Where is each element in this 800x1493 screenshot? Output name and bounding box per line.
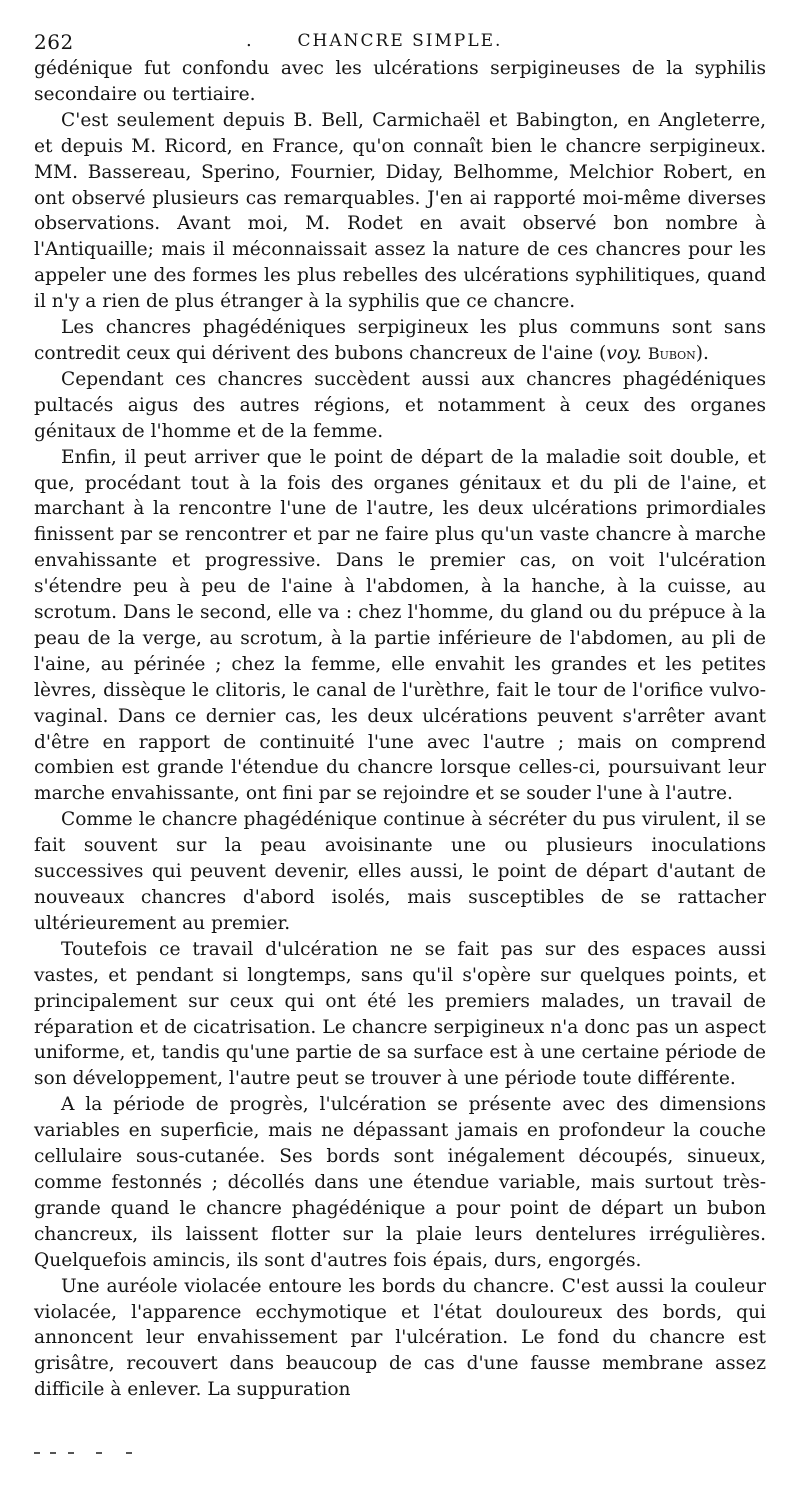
cross-reference: Bubon xyxy=(647,343,696,363)
paragraph-text: Les chancres phagédéniques serpigineux les plus communs sont sans contredit ceux qui dérivent des bubons chancreux de l'aine ( xyxy=(34,317,766,364)
italic-reference: voy. xyxy=(606,342,642,364)
paragraph: C'est seulement depuis B. Bell, Carmichaël et Babington, en Angleterre, et depuis M. Ricord, en France, qu'on connaît bien le chancre serpigineux. MM. Bassereau, Sperino, Fournier, Diday, Belhomme, Melchior Robert, en ont observé plusieurs cas remarquables. J'en ai rapporté moi-même diverses observations. Avant moi, M. Rodet en avait observé bon nombre à l'Antiquaille; mais il méconnaissait assez la nature de ces chancres pour les appeler une des formes les plus rebelles des ulcérations syphilitiques, quand il n'y a rien de plus étranger à la syphilis que ce chancre. xyxy=(34,109,766,313)
paragraph: Comme le chancre phagédénique continue à sécréter du pus virulent, il se fait souvent sur la peau avoisinante une ou plusieurs inoculations successives qui peuvent devenir, elles aussi, le point de départ d'autant de nouveaux chancres d'abord isolés, mais susceptibles de se rattacher ultérieurement au premier. xyxy=(34,809,766,934)
page-header xyxy=(34,30,766,54)
paragraph: Enfin, il peut arriver que le point de départ de la maladie soit double, et que, procédant tout à la fois des organes génitaux et du pli de l'aine, et marchant à la rencontre l'une de l'autre, les deux ulcérations primordiales finissent par se rencontrer et par ne faire plus qu'un vaste chancre à marche envahissante et progressive. Dans le premier cas, on voit l'ulcération s'étendre peu à peu de l'aine à l'abdomen, à la hanche, à la cuisse, au scrotum. Dans le second, elle va : chez l'homme, du gland ou du prépuce à la peau de la verge, au scrotum, à la partie inférieure de l'abdomen, au pli de l'aine, au périnée ; chez la femme, elle envahit les grandes et les petites lèvres, dissèque le clitoris, le canal de l'urèthre, fait le tour de l'orifice vulvo-vaginal. Dans ce dernier cas, les deux ulcérations peuvent s'arrêter avant d'être en rapport de continuité l'une avec l'autre ; mais on comprend combien est grande l'étendue du chancre lorsque celles-ci, poursuivant leur marche envahissante, ont fini par se rejoindre et se souder l'une à l'autre. xyxy=(34,446,766,805)
body-text xyxy=(34,56,766,1403)
header-dot: . xyxy=(246,30,252,51)
paragraph: Toutefois ce travail d'ulcération ne se fait pas sur des espaces aussi vastes, et pendant si longtemps, sans qu'il s'opère sur quelques points, et principalement sur ceux qui ont été les premiers malades, un travail de réparation et de cicatrisation. Le chancre serpigineux n'a donc pas un aspect uniforme, et, tandis qu'une partie de sa surface est à une certaine période de son développement, l'autre peut se trouver à une période toute différente. xyxy=(34,938,766,1090)
scan-marks xyxy=(34,1452,234,1462)
paragraph-continuation: gédénique fut confondu avec les ulcérations serpigineuses de la syphilis secondaire ou tertiaire. xyxy=(34,58,766,105)
paragraph: Une auréole violacée entoure les bords du chancre. C'est aussi la couleur violacée, l'apparence ecchymotique et l'état douloureux des bords, qui annoncent leur envahissement par l'ulcération. Le fond du chancre est grisâtre, recouvert dans beaucoup de cas d'une fausse membrane assez difficile à enlever. La suppuration xyxy=(34,1275,766,1401)
page-number: 262 xyxy=(34,30,74,54)
book-page xyxy=(34,30,766,1403)
paragraph-text: ). xyxy=(695,342,709,364)
running-title: CHANCRE SIMPLE. xyxy=(297,31,503,51)
paragraph: A la période de progrès, l'ulcération se présente avec des dimensions variables en superficie, mais ne dépassant jamais en profondeur la couche cellulaire sous-cutanée. Ses bords sont inégalement découpés, sinueux, comme festonnés ; décollés dans une étendue variable, mais surtout très-grande quand le chancre phagédénique a pour point de départ un bubon chancreux, ils laissent flotter sur la plaie leurs dentelures irrégulières. Quelquefois amincis, ils sont d'autres fois épais, durs, engorgés. xyxy=(34,1094,766,1271)
paragraph xyxy=(34,315,766,367)
paragraph: Cependant ces chancres succèdent aussi aux chancres phagédéniques pultacés aigus des autres régions, et notamment à ceux des organes génitaux de l'homme et de la femme. xyxy=(34,368,766,442)
